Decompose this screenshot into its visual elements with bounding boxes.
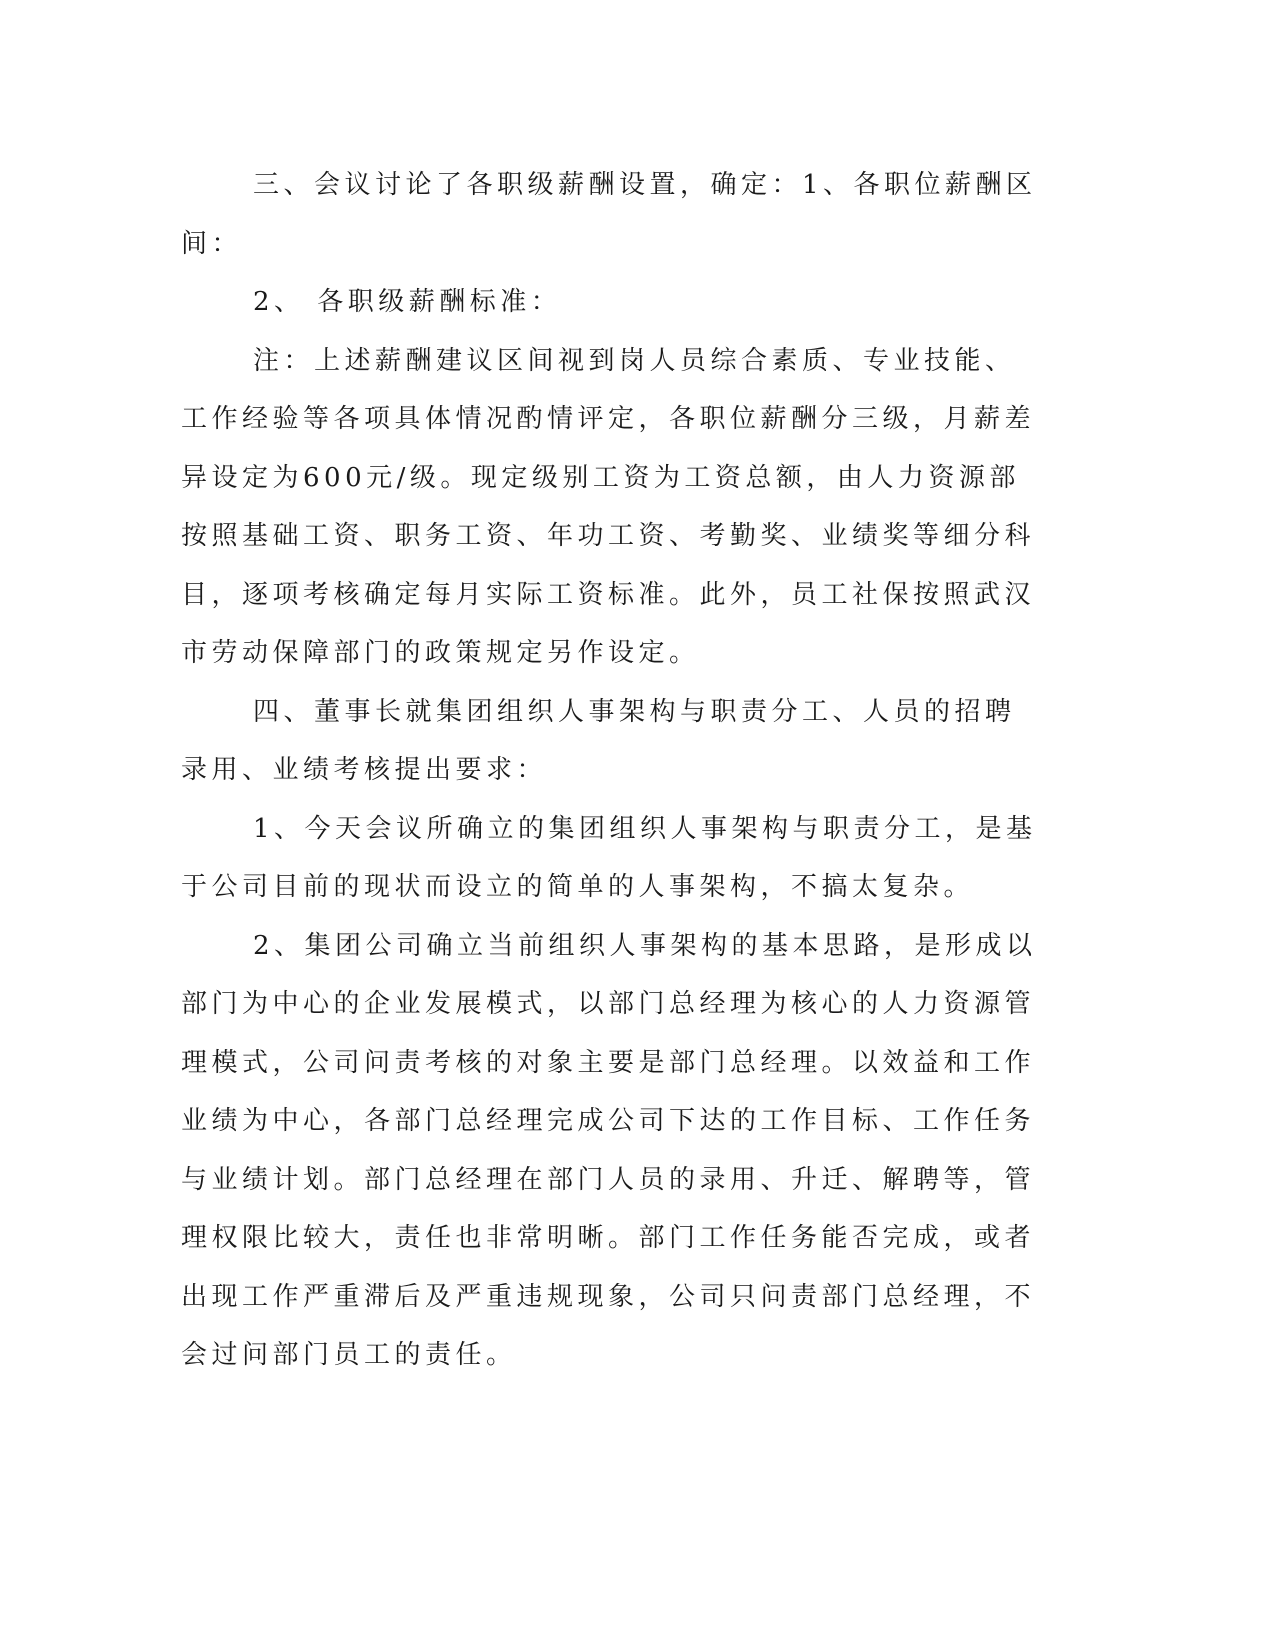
document-body: [181, 156, 1041, 1385]
paragraph-requirement-1: 1、今天会议所确立的集团组织人事架构与职责分工，是基于公司目前的现状而设立的简单的人事架构，不搞太复杂。: [181, 813, 1037, 902]
paragraph-chairman-requirements: 四、董事长就集团组织人事架构与职责分工、人员的招聘录用、业绩考核提出要求：: [181, 696, 1016, 785]
paragraph-salary-discussion: 三、会议讨论了各职级薪酬设置，确定：1、各职位薪酬区间：: [181, 170, 1037, 259]
paragraph-requirement-2: 2、集团公司确立当前组织人事架构的基本思路，是形成以部门为中心的企业发展模式，以部门总经理为核心的人力资源管理模式，公司问责考核的对象主要是部门总经理。以效益和工作业绩为中心，各部门总经理完成公司下达的工作目标、工作任务与业绩计划。部门总经理在部门人员的录用、升迁、解聘等，管理权限比较大，责任也非常明晰。部门工作任务能否完成，或者出现工作严重滞后及严重违规现象，公司只问责部门总经理，不会过问部门员工的责任。: [181, 930, 1037, 1370]
paragraph-salary-note: 注：上述薪酬建议区间视到岗人员综合素质、专业技能、工作经验等各项具体情况酌情评定，各职位薪酬分三级，月薪差异设定为600元/级。现定级别工资为工资总额，由人力资源部按照基础工资、职务工资、年功工资、考勤奖、业绩奖等细分科目，逐项考核确定每月实际工资标准。此外，员工社保按照武汉市劳动保障部门的政策规定另作设定。: [181, 345, 1036, 668]
paragraph-salary-standard: 2、 各职级薪酬标准：: [253, 287, 562, 317]
